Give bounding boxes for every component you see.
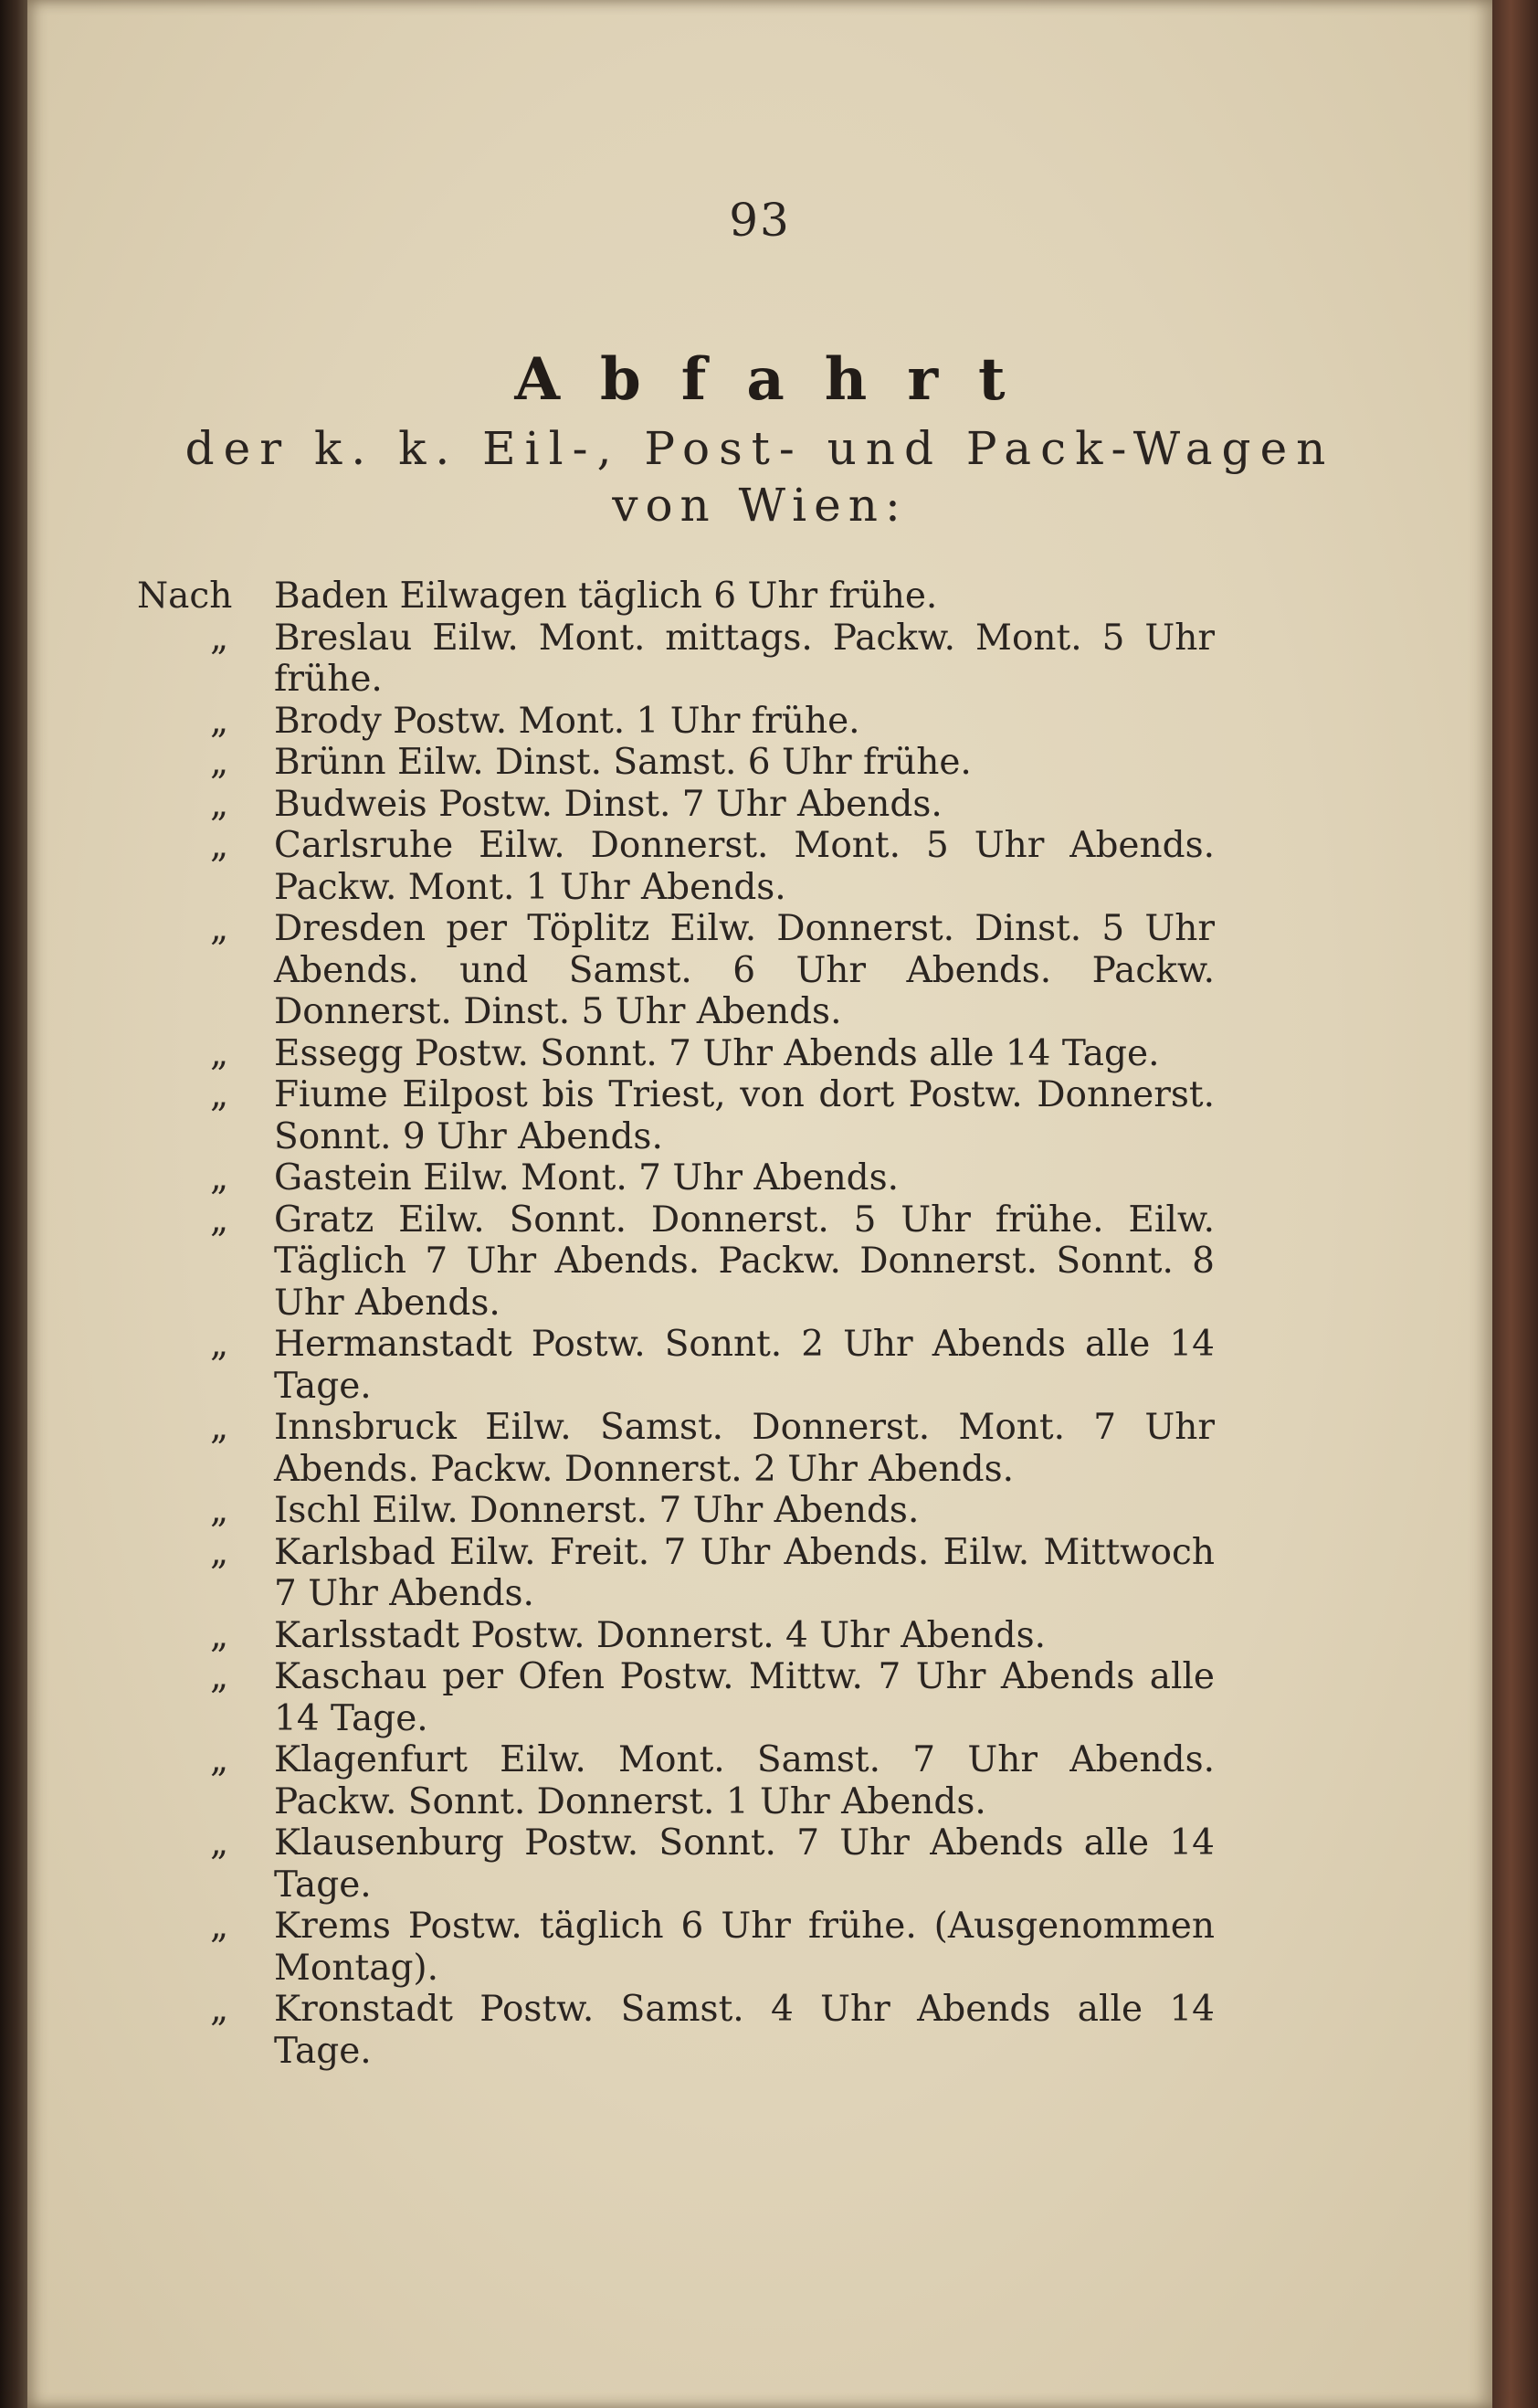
entry-lead: „ [210, 1490, 229, 1531]
entry-text: Baden Eilwagen täglich 6 Uhr frühe. [274, 576, 938, 617]
list-item [137, 1157, 1215, 1199]
page-subheading: der k. k. Eil-, Post- und Pack-Wagen [184, 422, 1335, 475]
entry-text: Krems Postw. täglich 6 Uhr frühe. (Ausgenommen Montag). [274, 1906, 1215, 1989]
entry-lead: „ [210, 1906, 229, 1947]
entry-lead: „ [210, 783, 229, 825]
entry-text: Dresden per Töplitz Eilw. Donnerst. Dinst. 5 Uhr Abends. und Samst. 6 Uhr Abends. Packw. Donnerst. Dinst. 5 Uhr Abends. [274, 908, 1215, 1032]
entry-text: Brünn Eilw. Dinst. Samst. 6 Uhr frühe. [274, 742, 972, 783]
list-item [137, 1324, 1215, 1407]
entry-text: Brody Postw. Mont. 1 Uhr frühe. [274, 700, 860, 742]
list-item [137, 1739, 1215, 1822]
entry-text: Gastein Eilw. Mont. 7 Uhr Abends. [274, 1157, 900, 1199]
entry-lead: „ [210, 1614, 229, 1656]
entry-lead: „ [210, 1407, 229, 1448]
entry-lead: „ [210, 1739, 229, 1780]
entry-text: Klagenfurt Eilw. Mont. Samst. 7 Uhr Abends. Packw. Sonnt. Donnerst. 1 Uhr Abends. [274, 1739, 1215, 1822]
list-item [137, 1989, 1215, 2072]
entry-text: Karlsstadt Postw. Donnerst. 4 Uhr Abends. [274, 1614, 1046, 1656]
list-item [137, 1033, 1215, 1075]
page-number: 93 [729, 194, 791, 247]
list-item [137, 1490, 1215, 1532]
list-item [137, 1822, 1215, 1906]
list-item [137, 908, 1215, 1033]
list-item [137, 1656, 1215, 1739]
list-item [137, 1615, 1215, 1657]
entry-lead: „ [210, 1074, 229, 1115]
entry-lead: „ [210, 1324, 229, 1365]
entry-lead: „ [210, 1822, 229, 1864]
page-subheading-2: von Wien: [612, 479, 908, 532]
list-item [137, 1906, 1215, 1989]
entry-text: Klausenburg Postw. Sonnt. 7 Uhr Abends alle 14 Tage. [274, 1822, 1215, 1906]
entry-lead: „ [210, 617, 229, 659]
entry-text: Karlsbad Eilw. Freit. 7 Uhr Abends. Eilw. Mittwoch 7 Uhr Abends. [274, 1531, 1215, 1614]
book-page [27, 0, 1492, 2408]
entry-text: Gratz Eilw. Sonnt. Donnerst. 5 Uhr frühe. Eilw. Täglich 7 Uhr Abends. Packw. Donnerst. Sonnt. 8 Uhr Abends. [274, 1199, 1215, 1324]
list-item [137, 1407, 1215, 1490]
book-spine-left [0, 0, 27, 2408]
entry-lead: Nach [137, 576, 233, 617]
entry-text: Breslau Eilw. Mont. mittags. Packw. Mont. 5 Uhr frühe. [274, 617, 1215, 700]
entry-lead: „ [210, 1656, 229, 1697]
entry-text: Kaschau per Ofen Postw. Mittw. 7 Uhr Abends alle 14 Tage. [274, 1656, 1215, 1739]
entry-text: Innsbruck Eilw. Samst. Donnerst. Mont. 7 Uhr Abends. Packw. Donnerst. 2 Uhr Abends. [274, 1407, 1215, 1490]
list-item [137, 1199, 1215, 1325]
entry-text: Hermanstadt Postw. Sonnt. 2 Uhr Abends alle 14 Tage. [274, 1324, 1215, 1407]
list-item [137, 1074, 1215, 1157]
book-edge-right [1492, 0, 1538, 2408]
list-item [137, 742, 1215, 784]
entry-lead: „ [210, 700, 229, 742]
entry-text: Essegg Postw. Sonnt. 7 Uhr Abends alle 14 Tage. [274, 1032, 1160, 1074]
page-heading: Abfahrt [514, 345, 1046, 414]
list-item [137, 825, 1215, 908]
entry-lead: „ [210, 1199, 229, 1241]
entry-lead: „ [210, 742, 229, 783]
entry-lead: „ [210, 1989, 229, 2030]
entry-text: Budweis Postw. Dinst. 7 Uhr Abends. [274, 783, 943, 825]
list-item [137, 701, 1215, 743]
list-item [137, 576, 1215, 618]
departure-list [137, 576, 1215, 2072]
list-item [137, 1532, 1215, 1615]
entry-lead: „ [210, 825, 229, 866]
list-item [137, 618, 1215, 701]
entry-lead: „ [210, 1032, 229, 1074]
entry-text: Carlsruhe Eilw. Donnerst. Mont. 5 Uhr Abends. Packw. Mont. 1 Uhr Abends. [274, 825, 1215, 908]
entry-lead: „ [210, 1157, 229, 1199]
entry-text: Kronstadt Postw. Samst. 4 Uhr Abends alle 14 Tage. [274, 1989, 1215, 2072]
entry-lead: „ [210, 908, 229, 949]
entry-text: Ischl Eilw. Donnerst. 7 Uhr Abends. [274, 1490, 920, 1531]
entry-lead: „ [210, 1531, 229, 1573]
list-item [137, 784, 1215, 826]
entry-text: Fiume Eilpost bis Triest, von dort Postw. Donnerst. Sonnt. 9 Uhr Abends. [274, 1074, 1215, 1157]
